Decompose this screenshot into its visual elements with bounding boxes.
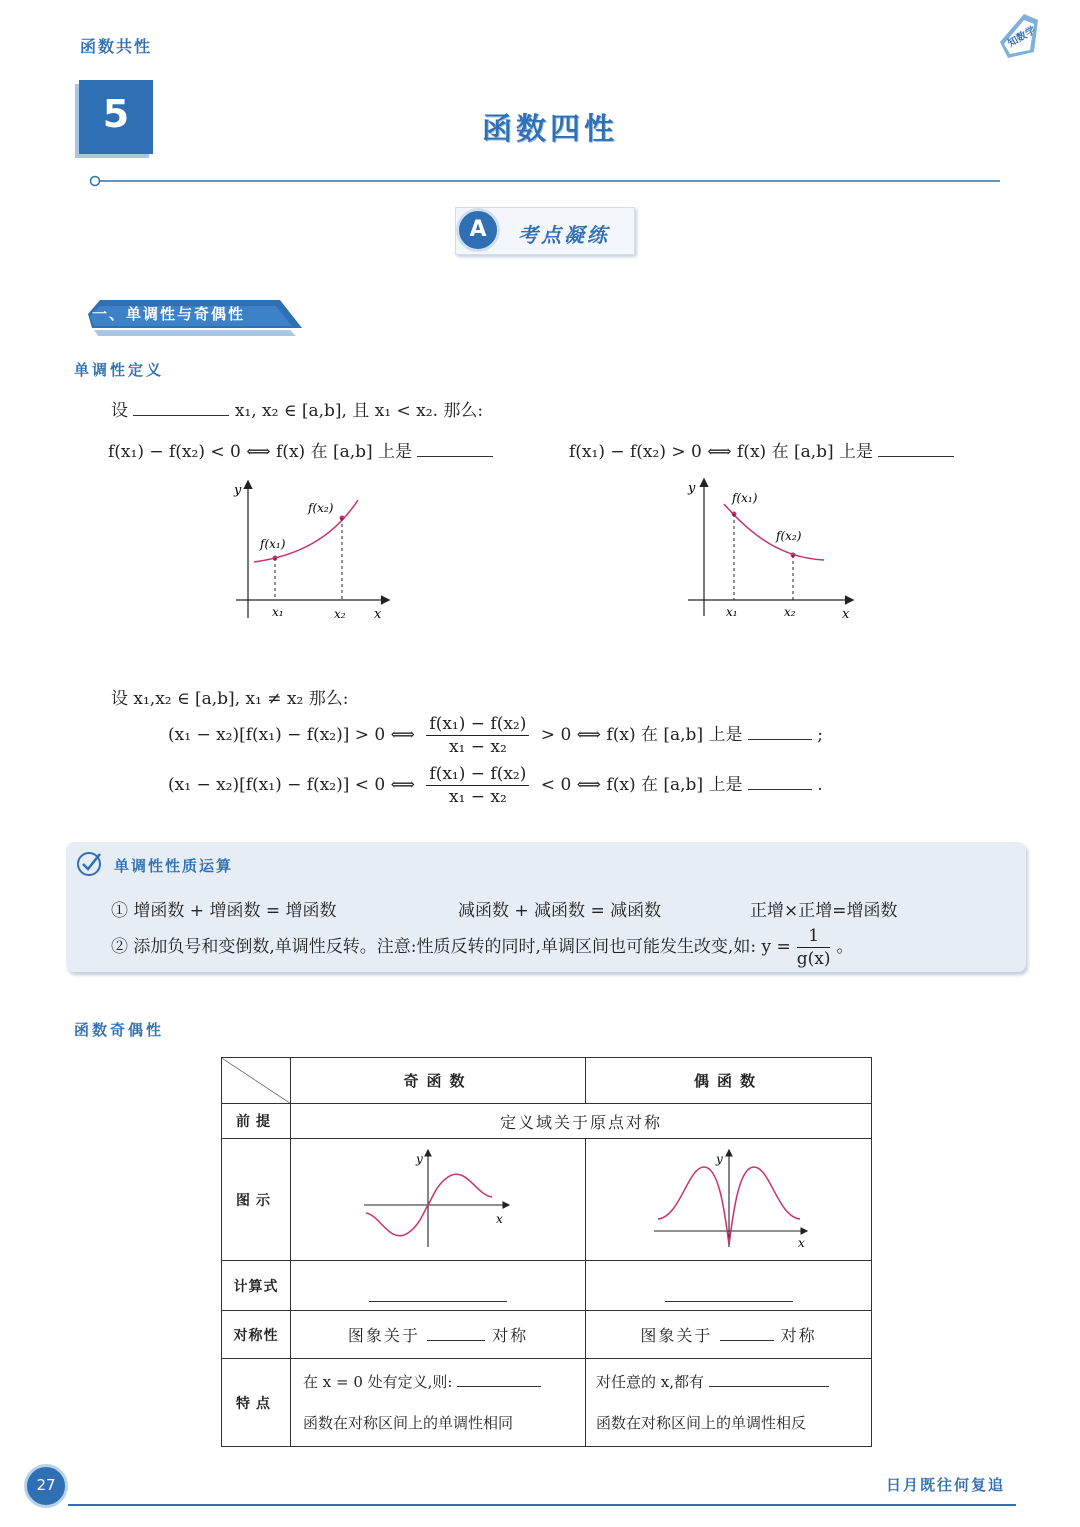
premise-text: 定义域关于原点对称	[291, 1104, 872, 1139]
mono-def-line1: 设 x₁, x₂ ∈ [a,b], 且 x₁ < x₂. 那么:	[111, 401, 484, 421]
row-premise: 前提	[222, 1104, 291, 1139]
footer-slogan: 日月既往何复追	[886, 1476, 1006, 1494]
label-y: y	[715, 1151, 723, 1166]
equivalence-row-1: (x₁ − x₂)[f(x₁) − f(x₂)] > 0 ⟺ $\frac{\text{f(x₁) − f(x₂)}}{\text{x₁ − x₂}}$ > 0 ⟺ f(x) 在 [a,b] 上是 ;	[168, 714, 824, 757]
mono-def-line2-left: f(x₁) − f(x₂) < 0 ⟺ f(x) 在 [a,b] 上是	[108, 437, 493, 462]
even-symmetry-cell: 图象关于 对称	[586, 1311, 872, 1359]
odd-function-graph	[358, 1145, 518, 1255]
publisher-logo	[994, 8, 1042, 62]
chapter-rule	[88, 174, 1004, 188]
blank-decreasing[interactable]	[878, 456, 954, 457]
check-circle-icon	[76, 850, 104, 878]
chapter-title: 函数四性	[482, 112, 618, 147]
blank-even-formula[interactable]	[665, 1301, 793, 1302]
badge-letter: A	[469, 217, 487, 242]
prop-item-1b: 减函数 + 减函数 = 减函数	[458, 901, 662, 921]
odd-feature-cell: 在 x = 0 处有定义,则: 函数在对称区间上的单调性相同	[291, 1359, 586, 1447]
label-x: x	[496, 1211, 503, 1226]
label-fx1: f(x₁)	[732, 491, 758, 505]
blank-odd-symmetry[interactable]	[427, 1340, 485, 1341]
label-fx1: f(x₁)	[260, 537, 286, 551]
even-graph-cell	[586, 1139, 872, 1261]
footer-rule	[68, 1504, 1016, 1506]
graph-decreasing	[682, 476, 862, 626]
chapter-number: 5	[102, 92, 130, 136]
fraction-reciprocal: $\frac{1}{g(x)}$	[796, 926, 831, 969]
label-y: y	[234, 483, 242, 498]
even-feature-cell: 对任意的 x,都有 函数在对称区间上的单调性相反	[586, 1359, 872, 1447]
badge-label: 考点凝练	[518, 223, 610, 247]
label-x2: x₂	[334, 607, 346, 621]
col-even-header: 偶函数	[586, 1058, 872, 1104]
label-fx2: f(x₂)	[308, 501, 334, 515]
label-x1: x₁	[272, 605, 284, 619]
properties-title: 单调性性质运算	[114, 857, 234, 875]
parity-heading: 函数奇偶性	[74, 1021, 165, 1039]
blank-odd-feature[interactable]	[457, 1386, 541, 1387]
row-formula: 计算式	[222, 1261, 291, 1311]
row-symmetry: 对称性	[222, 1311, 291, 1359]
page-number: 27	[36, 1476, 56, 1494]
section-tab-label: 一、单调性与奇偶性	[92, 305, 246, 323]
mono-def-line2-right: f(x₁) − f(x₂) > 0 ⟺ f(x) 在 [a,b] 上是	[569, 437, 954, 462]
prop-item-1a: ① 增函数 + 增函数 = 增函数	[111, 901, 337, 921]
label-x1: x₁	[726, 605, 738, 619]
blank-eq1[interactable]	[748, 739, 812, 740]
even-formula-cell	[586, 1261, 872, 1311]
odd-graph-cell	[291, 1139, 586, 1261]
row-graph: 图示	[222, 1139, 291, 1261]
blank-interval-type[interactable]	[133, 415, 229, 416]
blank-even-symmetry[interactable]	[720, 1340, 774, 1341]
fraction-1: $\frac{\text{f(x₁) − f(x₂)}}{\text{x₁ − x₂}}$	[426, 714, 529, 757]
blank-eq2[interactable]	[748, 789, 812, 790]
label-x: x	[842, 607, 850, 622]
prop-item-2: ② 添加负号和变倒数,单调性反转。注意:性质反转的同时,单调区间也可能发生改变,如: y = $\frac{1}{g(x)}$ 。	[111, 926, 854, 969]
blank-odd-formula[interactable]	[369, 1301, 507, 1302]
row-feature: 特点	[222, 1359, 291, 1447]
mono-def-heading: 单调性定义	[74, 361, 165, 379]
fraction-2: $\frac{\text{f(x₁) − f(x₂)}}{\text{x₁ − x₂}}$	[426, 764, 529, 807]
odd-formula-cell	[291, 1261, 586, 1311]
label-x: x	[797, 1235, 805, 1250]
running-title: 函数共性	[80, 37, 153, 56]
prop-item-1c: 正增×正增=增函数	[750, 901, 898, 921]
corner-cell	[222, 1058, 291, 1104]
label-y: y	[416, 1151, 423, 1166]
equivalence-row-2: (x₁ − x₂)[f(x₁) − f(x₂)] < 0 ⟺ $\frac{\text{f(x₁) − f(x₂)}}{\text{x₁ − x₂}}$ < 0 ⟺ f(x) 在 [a,b] 上是 .	[168, 764, 823, 807]
blank-increasing[interactable]	[417, 456, 493, 457]
even-function-graph	[644, 1145, 814, 1255]
parity-table	[221, 1057, 872, 1447]
label-fx2: f(x₂)	[776, 529, 802, 543]
label-x: x	[374, 607, 382, 622]
decreasing-curve	[724, 504, 824, 560]
logo-text: 知数学	[1006, 24, 1038, 50]
odd-symmetry-cell: 图象关于 对称	[291, 1311, 586, 1359]
graph-increasing	[228, 476, 398, 626]
label-y: y	[688, 481, 696, 496]
label-x2: x₂	[784, 605, 796, 619]
col-odd-header: 奇函数	[291, 1058, 586, 1104]
mono-def-line3: 设 x₁,x₂ ∈ [a,b], x₁ ≠ x₂ 那么:	[111, 689, 349, 709]
blank-even-feature[interactable]	[709, 1386, 829, 1387]
